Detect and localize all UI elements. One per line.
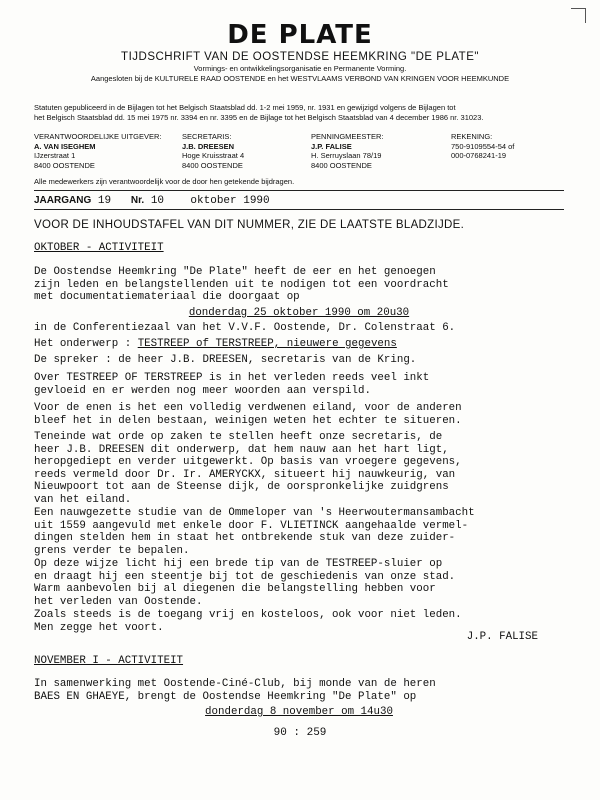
text-line: met documentatiemateriaal die doorgaat op [34,291,300,303]
subject-text: TESTREEP of TERSTREEP, nieuwere gegevens [137,338,397,350]
october-paragraph-4 [34,431,564,506]
text-line: gevloeid en er werden nog meer woorden aan verspild. [34,384,371,397]
text-line: Men zegge het voort. [34,621,164,634]
masthead-line-2: Aangesloten bij de KULTURELE RAAD OOSTENDE en het WESTVLAAMS VERBOND VAN KRINGEN VOOR HEEMKUNDE [90,74,510,83]
publisher-column [34,132,162,170]
statutes-line-1: Statuten gepubliceerd in de Bijlagen tot het Belgisch Staatsblad dd. 1-2 mei 1959, nr. 1931 en gewijzigd volgens de Bijlagen tot [34,103,456,112]
text-line: In samenwerking met Oostende-Ciné-Club, bij monde van de heren [34,678,436,690]
october-venue: in de Conferentiezaal van het V.V.F. Oostende, Dr. Colenstraat 6. [34,322,456,334]
account-number-2: 000-0768241-19 [451,151,507,161]
statutes-line-2: het Belgisch Staatsblad dd. 15 mei 1975 nr. 3394 en nr. 3395 en de Bijlage tot het Belgisch Staatsblad van 4 december 1986 nr. 31023. [34,113,484,122]
text-line: heer J.B. DREESEN dit onderwerp, dat hem nauw aan het hart ligt, [34,443,449,456]
text-line: bleef het in delen bestaan, weinigen weten het echter te situeren. [34,414,462,427]
october-paragraph-6 [34,558,564,608]
text-line: Voor de enen is het een volledig verdwenen eiland, voor de anderen [34,402,462,414]
treasurer-role: PENNINGMEESTER: [311,132,384,141]
treasurer-city: 8400 OOSTENDE [311,160,372,170]
text-line: Zoals steeds is de toegang vrij en kosteloos, ook voor niet leden. [34,609,462,621]
signature: J.P. FALISE [466,631,538,643]
october-heading [34,242,564,255]
statutes-text [34,103,574,123]
text-line: BAES EN GHAEYE, brengt de Oostendse Heemkring "De Plate" op [34,690,417,703]
publisher-city: 8400 OOSTENDE [34,160,95,170]
october-paragraph-5 [34,507,564,557]
october-subject [34,338,564,351]
text-line: Een nauwgezette studie van de Ommeloper van 's Heerwoutermansambacht [34,507,475,519]
secretary-city: 8400 OOSTENDE [182,160,243,170]
october-speaker: De spreker : de heer J.B. DREESEN, secretaris van de Kring. [34,354,417,366]
text-line: van het eiland. [34,493,132,506]
publisher-name: A. VAN ISEGHEM [34,141,96,151]
text-line: Nieuwpoort tot aan de Steense dijk, de oorspronkelijke zuidgrens [34,481,449,493]
text-line: De Oostendse Heemkring "De Plate" heeft de eer en het genoegen [34,266,436,278]
october-date [34,307,564,320]
october-paragraph-1 [34,266,564,304]
text-line: Op deze wijze licht hij een brede tip van de TESTREEP-sluier op [34,558,443,570]
november-heading-text: NOVEMBER I - ACTIVITEIT [34,655,184,667]
issue-date: oktober 1990 [190,195,270,207]
issue-line [34,194,270,208]
november-date [34,706,564,719]
treasurer-column [311,132,384,170]
treasurer-name: J.P. FALISE [311,141,352,151]
secretary-street: Hoge Kruisstraat 4 [182,151,245,161]
issue-nr-label: Nr. [130,195,145,206]
publisher-role: VERANTWOORDELIJKE UITGEVER: [34,132,162,141]
magazine-subtitle: TIJDSCHRIFT VAN DE OOSTENDSE HEEMKRING "DE PLATE" [121,51,479,63]
text-line: Over TESTREEP OF TERSTREEP is in het verleden reeds veel inkt [34,372,430,384]
text-line: zijn leden en belangstellenden uit te nodigen tot een voordracht [34,278,449,291]
staff-responsibility-note: Alle medewerkers zijn verantwoordelijk voor de door hen getekende bijdragen. [34,177,295,186]
text-line: reeds vermeld door Dr. Ir. AMERYCKX, situeert hij nauwkeurig, van [34,468,456,481]
secretary-role: SECRETARIS: [182,132,232,141]
october-heading-text: OKTOBER - ACTIVITEIT [34,242,164,254]
treasurer-street: H. Serruyslaan 78/19 [311,151,382,161]
november-date-text: donderdag 8 november om 14u30 [205,706,393,718]
magazine-title: DE PLATE [227,20,373,50]
jaargang-label: JAARGANG [34,195,92,206]
account-number-1: 750-9109554-54 of [451,141,515,151]
october-date-text: donderdag 25 oktober 1990 om 20u30 [188,307,410,319]
october-paragraph-2 [34,372,564,397]
publisher-street: IJzerstraat 1 [34,151,76,161]
secretary-name: J.B. DREESEN [182,141,235,151]
account-column [451,132,514,161]
issue-rule [34,209,564,210]
contents-notice: VOOR DE INHOUDSTAFEL VAN DIT NUMMER, ZIE DE LAATSTE BLADZIJDE. [34,219,465,231]
masthead [0,20,600,84]
account-role: REKENING: [451,132,493,141]
text-line: heropgediept en verder uitgewerkt. Op basis van vroegere gegevens, [34,456,462,468]
november-paragraph-1 [34,678,564,703]
text-line: dingen stelden hem in staat het ontbrekende stuk van deze zuider- [34,532,456,544]
masthead-line-1: Vormings- en ontwikkelingsorganisatie en Permanente Vorming. [193,64,407,73]
text-line: en draagt hij een steentje bij tot de geschiedenis van onze stad. [34,570,456,583]
jaargang-value: 19 [97,195,112,207]
october-paragraph-3 [34,402,564,427]
text-line: Warm aanbevolen bij al diegenen die belangstelling hebben voor [34,583,436,595]
text-line: het verleden van Oostende. [34,595,203,608]
text-line: Teneinde wat orde op zaken te stellen heeft onze secretaris, de [34,431,443,443]
header-rule [34,190,564,191]
november-heading [34,655,564,668]
subject-label: Het onderwerp : [34,338,132,350]
text-line: grens verder te bepalen. [34,544,190,557]
secretary-column [182,132,244,170]
page-number: 90 : 259 [273,727,327,739]
text-line: uit 1559 aangevuld met enkele door F. VLIETINCK aangehaalde vermel- [34,519,469,532]
issue-nr-value: 10 [150,195,165,207]
